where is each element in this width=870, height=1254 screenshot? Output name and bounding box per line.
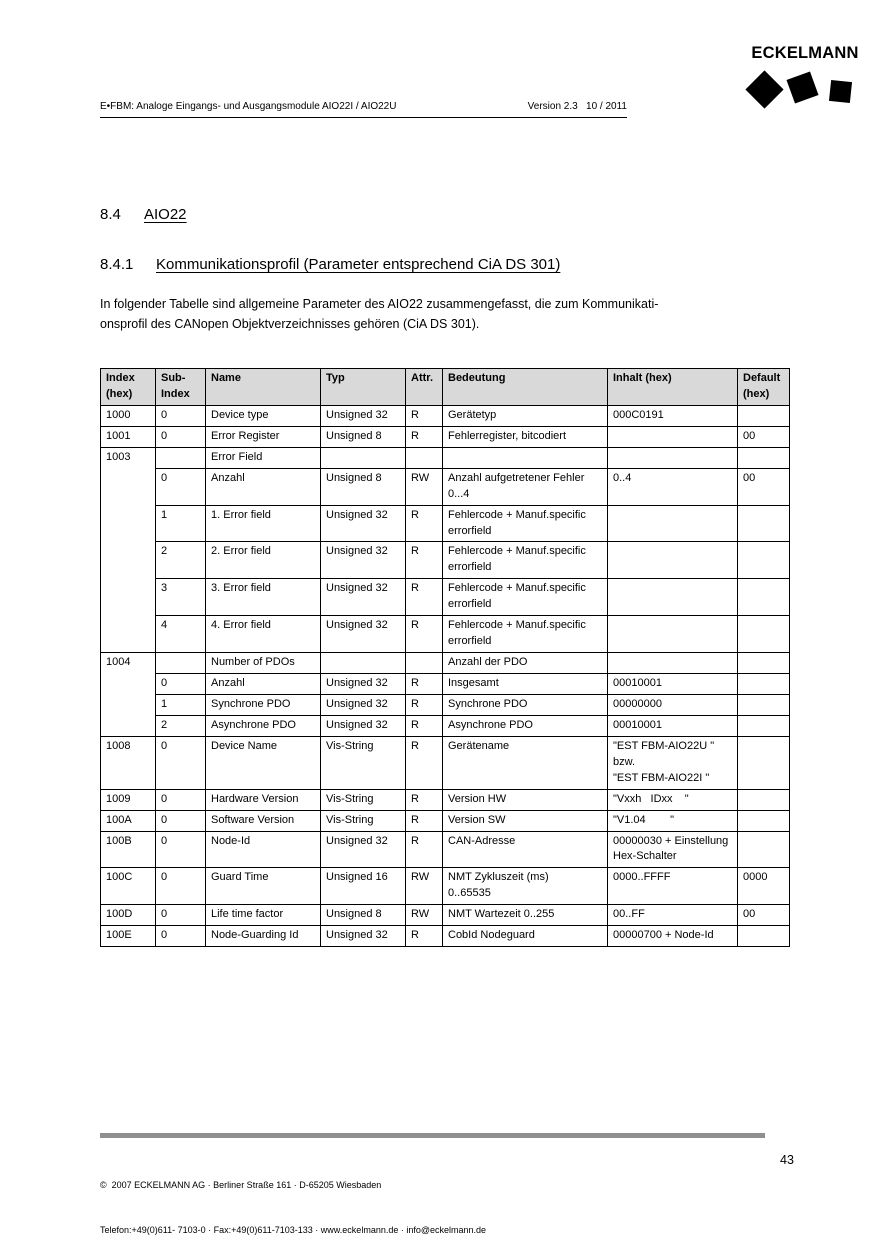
cell-name: Synchrone PDO (206, 694, 321, 715)
parameters-table (100, 368, 790, 947)
table-row (101, 653, 790, 674)
cell-index: 1004 (101, 653, 156, 737)
table-row (101, 468, 790, 505)
cell-inhalt: "EST FBM-AIO22U " bzw. "EST FBM-AIO22I " (608, 736, 738, 789)
cell-default: 00 (738, 905, 790, 926)
cell-typ: Unsigned 32 (321, 616, 406, 653)
table-row (101, 736, 790, 789)
logo-diamond-icon (745, 70, 783, 108)
cell-typ: Unsigned 8 (321, 905, 406, 926)
cell-name: Error Field (206, 447, 321, 468)
cell-inhalt: 0000..FFFF (608, 868, 738, 905)
table-row (101, 447, 790, 468)
cell-name: Life time factor (206, 905, 321, 926)
cell-inhalt (608, 426, 738, 447)
table-header-row (101, 369, 790, 406)
cell-sub-index: 0 (156, 468, 206, 505)
cell-attr: R (406, 694, 443, 715)
cell-bedeutung: Fehlercode + Manuf.specific errorfield (443, 542, 608, 579)
cell-attr: R (406, 715, 443, 736)
cell-sub-index: 0 (156, 926, 206, 947)
cell-bedeutung: NMT Wartezeit 0..255 (443, 905, 608, 926)
cell-inhalt (608, 579, 738, 616)
cell-name: Number of PDOs (206, 653, 321, 674)
cell-inhalt: 00010001 (608, 674, 738, 695)
cell-typ: Unsigned 32 (321, 542, 406, 579)
cell-name: 1. Error field (206, 505, 321, 542)
cell-attr: R (406, 831, 443, 868)
footer-divider (100, 1133, 765, 1138)
cell-default (738, 405, 790, 426)
cell-name: Asynchrone PDO (206, 715, 321, 736)
section-heading (100, 206, 187, 223)
cell-bedeutung: NMT Zykluszeit (ms) 0..65535 (443, 868, 608, 905)
cell-bedeutung: Anzahl der PDO (443, 653, 608, 674)
column-header: Default (hex) (738, 369, 790, 406)
table-row (101, 926, 790, 947)
cell-name: Anzahl (206, 674, 321, 695)
column-header: Inhalt (hex) (608, 369, 738, 406)
cell-default: 00 (738, 468, 790, 505)
cell-sub-index: 2 (156, 715, 206, 736)
section-number: 8.4 (100, 206, 121, 223)
cell-typ: Unsigned 32 (321, 579, 406, 616)
cell-attr: R (406, 579, 443, 616)
cell-bedeutung: Synchrone PDO (443, 694, 608, 715)
cell-inhalt: "Vxxh IDxx " (608, 789, 738, 810)
page-header (100, 101, 627, 118)
column-header: Typ (321, 369, 406, 406)
cell-typ: Unsigned 32 (321, 926, 406, 947)
logo-tilted-square-icon (786, 71, 818, 103)
cell-inhalt: 00000700 + Node-Id (608, 926, 738, 947)
cell-bedeutung: Anzahl aufgetretener Fehler 0...4 (443, 468, 608, 505)
column-header: Sub- Index (156, 369, 206, 406)
cell-sub-index: 0 (156, 831, 206, 868)
cell-attr: R (406, 674, 443, 695)
cell-attr: RW (406, 468, 443, 505)
cell-index: 1008 (101, 736, 156, 789)
cell-index: 100A (101, 810, 156, 831)
cell-default (738, 542, 790, 579)
cell-typ: Vis-String (321, 789, 406, 810)
cell-attr: R (406, 736, 443, 789)
cell-bedeutung: Fehlercode + Manuf.specific errorfield (443, 579, 608, 616)
cell-sub-index: 0 (156, 674, 206, 695)
cell-name: 2. Error field (206, 542, 321, 579)
cell-bedeutung: Version HW (443, 789, 608, 810)
table-row (101, 694, 790, 715)
cell-attr: R (406, 542, 443, 579)
cell-attr: R (406, 926, 443, 947)
cell-sub-index (156, 447, 206, 468)
cell-inhalt: "V1.04 " (608, 810, 738, 831)
table-row (101, 831, 790, 868)
cell-attr: R (406, 405, 443, 426)
cell-default (738, 736, 790, 789)
cell-sub-index: 0 (156, 789, 206, 810)
cell-bedeutung: CobId Nodeguard (443, 926, 608, 947)
column-header: Attr. (406, 369, 443, 406)
table-row (101, 868, 790, 905)
cell-index: 1003 (101, 447, 156, 652)
cell-default (738, 447, 790, 468)
cell-default (738, 694, 790, 715)
cell-inhalt (608, 616, 738, 653)
cell-attr: R (406, 505, 443, 542)
cell-default (738, 715, 790, 736)
cell-index: 100B (101, 831, 156, 868)
table-row (101, 616, 790, 653)
column-header: Index (hex) (101, 369, 156, 406)
cell-bedeutung: Fehlercode + Manuf.specific errorfield (443, 616, 608, 653)
cell-sub-index: 1 (156, 505, 206, 542)
cell-bedeutung: CAN-Adresse (443, 831, 608, 868)
cell-sub-index: 0 (156, 405, 206, 426)
table-row (101, 810, 790, 831)
cell-sub-index: 4 (156, 616, 206, 653)
cell-name: Software Version (206, 810, 321, 831)
table-row (101, 674, 790, 695)
cell-index: 100E (101, 926, 156, 947)
table-row (101, 542, 790, 579)
footer-copyright: © 2007 ECKELMANN AG · Berliner Straße 161 · D-65205 Wiesbaden (100, 1179, 382, 1190)
cell-attr: RW (406, 868, 443, 905)
subsection-heading (100, 256, 560, 273)
cell-sub-index (156, 653, 206, 674)
cell-sub-index: 1 (156, 694, 206, 715)
cell-sub-index: 3 (156, 579, 206, 616)
cell-default (738, 653, 790, 674)
logo-wordmark: ECKELMANN (751, 44, 859, 62)
cell-default (738, 810, 790, 831)
cell-attr (406, 653, 443, 674)
intro-paragraph (100, 294, 780, 334)
cell-typ: Vis-String (321, 736, 406, 789)
cell-sub-index: 0 (156, 905, 206, 926)
cell-typ: Unsigned 8 (321, 426, 406, 447)
table-row (101, 789, 790, 810)
cell-typ: Vis-String (321, 810, 406, 831)
cell-inhalt: 00000000 (608, 694, 738, 715)
cell-bedeutung: Gerätetyp (443, 405, 608, 426)
cell-typ: Unsigned 8 (321, 468, 406, 505)
cell-bedeutung: Asynchrone PDO (443, 715, 608, 736)
intro-line-1: In folgender Tabelle sind allgemeine Parameter des AIO22 zusammengefasst, die zum Kommunikati- (100, 297, 659, 311)
subsection-title: Kommunikationsprofil (Parameter entsprechend CiA DS 301) (156, 256, 561, 273)
cell-inhalt (608, 447, 738, 468)
cell-inhalt (608, 505, 738, 542)
cell-typ: Unsigned 32 (321, 694, 406, 715)
cell-attr: R (406, 810, 443, 831)
cell-default (738, 616, 790, 653)
section-title: AIO22 (144, 206, 187, 223)
cell-default (738, 579, 790, 616)
cell-bedeutung: Fehlerregister, bitcodiert (443, 426, 608, 447)
footer-contact: Telefon:+49(0)611- 7103-0 · Fax:+49(0)611-7103-133 · www.eckelmann.de · info@eckelmann.de (100, 1225, 487, 1236)
cell-inhalt: 0..4 (608, 468, 738, 505)
cell-inhalt: 00010001 (608, 715, 738, 736)
cell-typ: Unsigned 32 (321, 715, 406, 736)
subsection-number: 8.4.1 (100, 256, 134, 273)
cell-index: 1009 (101, 789, 156, 810)
intro-line-2: onsprofil des CANopen Objektverzeichnisses gehören (CiA DS 301). (100, 317, 480, 331)
cell-typ: Unsigned 32 (321, 674, 406, 695)
cell-default (738, 789, 790, 810)
eckelmann-logo (748, 44, 862, 114)
table-row (101, 715, 790, 736)
cell-bedeutung (443, 447, 608, 468)
column-header: Bedeutung (443, 369, 608, 406)
cell-sub-index: 2 (156, 542, 206, 579)
cell-bedeutung: Version SW (443, 810, 608, 831)
logo-square-icon (829, 80, 852, 103)
cell-typ: Unsigned 32 (321, 831, 406, 868)
cell-name: 3. Error field (206, 579, 321, 616)
cell-bedeutung: Insgesamt (443, 674, 608, 695)
logo-squares-icon (748, 67, 862, 114)
cell-inhalt (608, 542, 738, 579)
version-label: Version 2.3 10 / 2011 (527, 101, 627, 112)
cell-attr: R (406, 789, 443, 810)
cell-inhalt: 000C0191 (608, 405, 738, 426)
cell-sub-index: 0 (156, 868, 206, 905)
cell-name: Hardware Version (206, 789, 321, 810)
cell-index: 100C (101, 868, 156, 905)
cell-index: 1001 (101, 426, 156, 447)
cell-name: Device type (206, 405, 321, 426)
cell-index: 100D (101, 905, 156, 926)
cell-default (738, 926, 790, 947)
cell-default: 00 (738, 426, 790, 447)
cell-typ (321, 447, 406, 468)
cell-inhalt: 00..FF (608, 905, 738, 926)
cell-typ: Unsigned 16 (321, 868, 406, 905)
cell-bedeutung: Gerätename (443, 736, 608, 789)
cell-sub-index: 0 (156, 810, 206, 831)
page-number: 43 (780, 1153, 794, 1167)
cell-typ: Unsigned 32 (321, 505, 406, 542)
table-row (101, 579, 790, 616)
cell-name: Anzahl (206, 468, 321, 505)
cell-default (738, 831, 790, 868)
cell-attr: RW (406, 905, 443, 926)
cell-name: Node-Id (206, 831, 321, 868)
cell-name: Guard Time (206, 868, 321, 905)
doc-title: E•FBM: Analoge Eingangs- und Ausgangsmodule AIO22I / AIO22U (100, 101, 397, 112)
cell-name: Device Name (206, 736, 321, 789)
cell-name: Node-Guarding Id (206, 926, 321, 947)
cell-name: 4. Error field (206, 616, 321, 653)
cell-inhalt: 00000030 + Einstellung Hex-Schalter (608, 831, 738, 868)
cell-typ (321, 653, 406, 674)
table-row (101, 426, 790, 447)
table-row (101, 505, 790, 542)
cell-default (738, 505, 790, 542)
cell-typ: Unsigned 32 (321, 405, 406, 426)
table-row (101, 405, 790, 426)
cell-default: 0000 (738, 868, 790, 905)
cell-bedeutung: Fehlercode + Manuf.specific errorfield (443, 505, 608, 542)
cell-default (738, 674, 790, 695)
cell-name: Error Register (206, 426, 321, 447)
column-header: Name (206, 369, 321, 406)
cell-attr: R (406, 426, 443, 447)
table-row (101, 905, 790, 926)
cell-attr (406, 447, 443, 468)
cell-inhalt (608, 653, 738, 674)
cell-sub-index: 0 (156, 426, 206, 447)
cell-attr: R (406, 616, 443, 653)
cell-index: 1000 (101, 405, 156, 426)
cell-sub-index: 0 (156, 736, 206, 789)
footer (100, 1147, 486, 1254)
